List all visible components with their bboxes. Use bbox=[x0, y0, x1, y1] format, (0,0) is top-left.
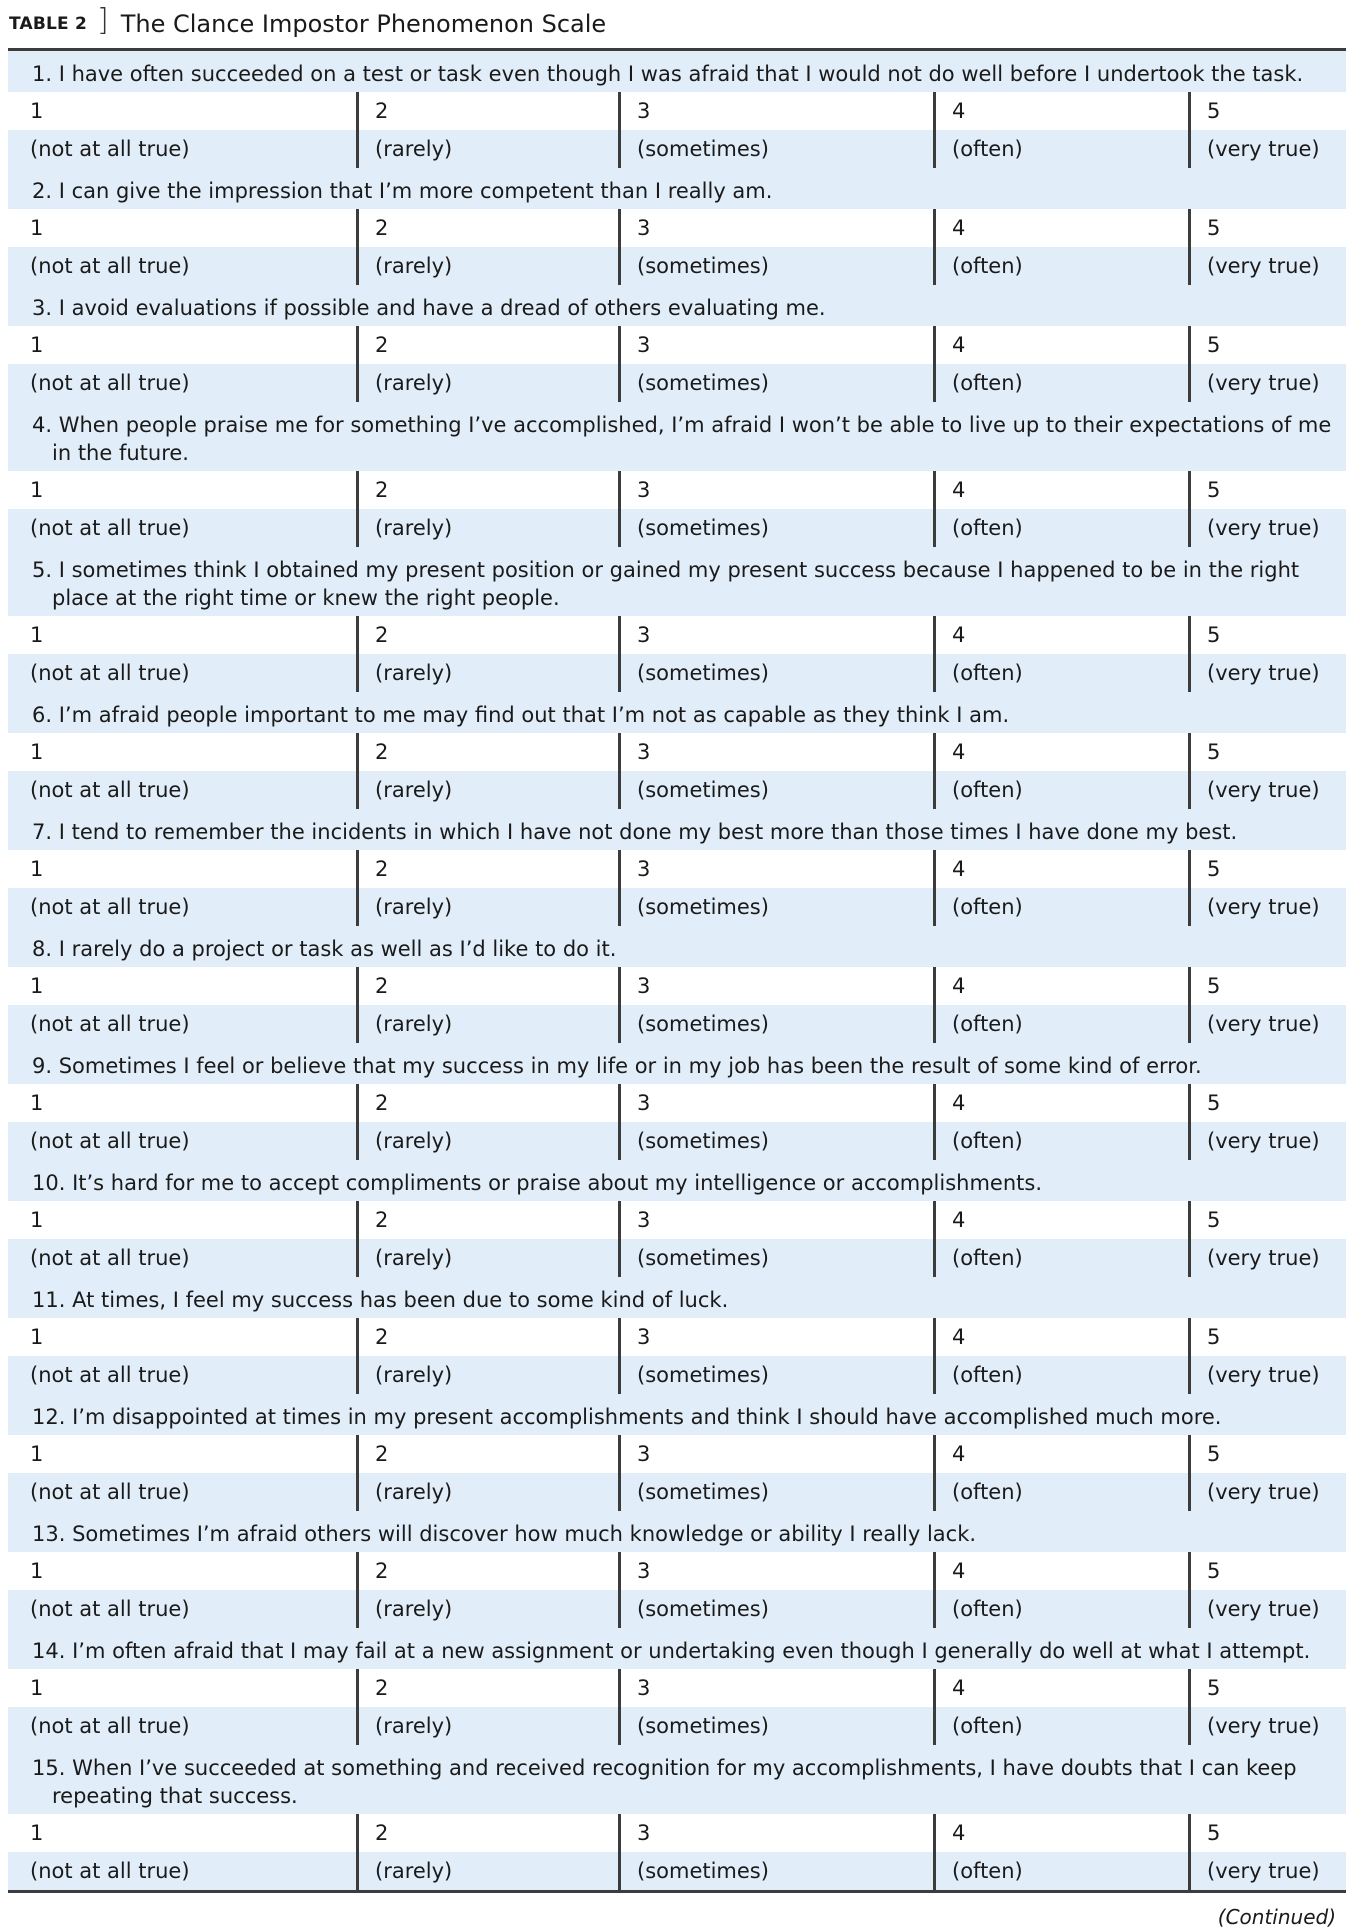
scale-number: 5 bbox=[1188, 1201, 1346, 1239]
scale-label-row bbox=[8, 1239, 1346, 1277]
scale-label-row bbox=[8, 247, 1346, 285]
scale-number: 4 bbox=[933, 92, 1188, 130]
scale-number: 3 bbox=[618, 1318, 933, 1356]
scale-label: (very true) bbox=[1188, 888, 1346, 926]
scale-label: (often) bbox=[933, 888, 1188, 926]
scale-number: 2 bbox=[356, 1084, 618, 1122]
scale-number-row bbox=[8, 850, 1346, 888]
scale-number: 2 bbox=[356, 1435, 618, 1473]
scale-label: (rarely) bbox=[356, 364, 618, 402]
scale-number: 4 bbox=[933, 1552, 1188, 1590]
scale-label: (sometimes) bbox=[618, 1005, 933, 1043]
scale-label: (often) bbox=[933, 364, 1188, 402]
question-text: 5. I sometimes think I obtained my present position or gained my present success because I happened to be in the right place at the right time or knew the right people. bbox=[8, 547, 1346, 616]
scale-label: (often) bbox=[933, 1356, 1188, 1394]
scale-number: 2 bbox=[356, 1201, 618, 1239]
scale-number: 4 bbox=[933, 1814, 1188, 1852]
scale-label: (sometimes) bbox=[618, 1852, 933, 1890]
scale-number: 4 bbox=[933, 209, 1188, 247]
scale-number-row bbox=[8, 1318, 1346, 1356]
scale-item-11 bbox=[8, 1277, 1346, 1394]
scale-number: 2 bbox=[356, 1552, 618, 1590]
scale-number: 3 bbox=[618, 967, 933, 1005]
scale-number: 5 bbox=[1188, 471, 1346, 509]
scale-number: 5 bbox=[1188, 209, 1346, 247]
scale-number: 4 bbox=[933, 850, 1188, 888]
scale-label: (often) bbox=[933, 1239, 1188, 1277]
scale-number: 2 bbox=[356, 326, 618, 364]
scale-label: (often) bbox=[933, 1473, 1188, 1511]
scale-label: (often) bbox=[933, 771, 1188, 809]
scale-label: (not at all true) bbox=[30, 1597, 190, 1621]
scale-label: (very true) bbox=[1188, 1122, 1346, 1160]
question-text: 7. I tend to remember the incidents in which I have not done my best more than those times I have done my best. bbox=[8, 809, 1346, 850]
scale-label: (sometimes) bbox=[618, 771, 933, 809]
scale-number: 5 bbox=[1188, 850, 1346, 888]
scale-number: 4 bbox=[933, 1201, 1188, 1239]
scale-number: 1 bbox=[30, 1442, 44, 1466]
scale-number: 4 bbox=[933, 326, 1188, 364]
scale-number-row bbox=[8, 1552, 1346, 1590]
question-text: 9. Sometimes I feel or believe that my success in my life or in my job has been the result of some kind of error. bbox=[8, 1043, 1346, 1084]
scale-item-7 bbox=[8, 809, 1346, 926]
scale-number: 2 bbox=[356, 1318, 618, 1356]
scale-number: 3 bbox=[618, 850, 933, 888]
scale-number: 1 bbox=[30, 1208, 44, 1232]
scale-label-row bbox=[8, 130, 1346, 168]
scale-label: (very true) bbox=[1188, 1356, 1346, 1394]
scale-number-row bbox=[8, 1669, 1346, 1707]
scale-number: 3 bbox=[618, 1552, 933, 1590]
scale-label: (rarely) bbox=[356, 888, 618, 926]
scale-label: (very true) bbox=[1188, 1239, 1346, 1277]
scale-item-1 bbox=[8, 51, 1346, 168]
caption-bracket: ] bbox=[96, 3, 109, 38]
question-text: 8. I rarely do a project or task as well as I’d like to do it. bbox=[8, 926, 1346, 967]
scale-label: (often) bbox=[933, 130, 1188, 168]
scale-label: (often) bbox=[933, 1590, 1188, 1628]
scale-item-10 bbox=[8, 1160, 1346, 1277]
scale-item-15 bbox=[8, 1745, 1346, 1890]
scale-number: 1 bbox=[30, 333, 44, 357]
scale-number: 3 bbox=[618, 1201, 933, 1239]
scale-label: (rarely) bbox=[356, 1473, 618, 1511]
scale-label: (not at all true) bbox=[30, 254, 190, 278]
scale-label-row bbox=[8, 771, 1346, 809]
scale-label: (often) bbox=[933, 1707, 1188, 1745]
question-text: 3. I avoid evaluations if possible and have a dread of others evaluating me. bbox=[8, 285, 1346, 326]
scale-number: 2 bbox=[356, 733, 618, 771]
scale-label: (very true) bbox=[1188, 364, 1346, 402]
scale-number-row bbox=[8, 209, 1346, 247]
scale-label-row bbox=[8, 1707, 1346, 1745]
scale-label-row bbox=[8, 1852, 1346, 1890]
scale-item-6 bbox=[8, 692, 1346, 809]
scale-label: (sometimes) bbox=[618, 1239, 933, 1277]
scale-label-row bbox=[8, 888, 1346, 926]
scale-label: (rarely) bbox=[356, 1122, 618, 1160]
scale-number: 4 bbox=[933, 733, 1188, 771]
scale-label: (sometimes) bbox=[618, 888, 933, 926]
scale-number: 3 bbox=[618, 1084, 933, 1122]
scale-label: (rarely) bbox=[356, 1005, 618, 1043]
scale-number: 5 bbox=[1188, 967, 1346, 1005]
scale-label: (rarely) bbox=[356, 247, 618, 285]
scale-label: (rarely) bbox=[356, 1356, 618, 1394]
scale-number: 1 bbox=[30, 857, 44, 881]
scale-number-row bbox=[8, 326, 1346, 364]
table-caption bbox=[8, 0, 1346, 48]
scale-label: (rarely) bbox=[356, 1852, 618, 1890]
scale-label-row bbox=[8, 364, 1346, 402]
scale-label-row bbox=[8, 509, 1346, 547]
scale-item-8 bbox=[8, 926, 1346, 1043]
scale-number: 2 bbox=[356, 967, 618, 1005]
scale-number: 1 bbox=[30, 1559, 44, 1583]
document-page bbox=[8, 0, 1346, 1929]
question-text: 4. When people praise me for something I’ve accomplished, I’m afraid I won’t be able to live up to their expectations of me in the future. bbox=[8, 402, 1346, 471]
scale-label: (not at all true) bbox=[30, 895, 190, 919]
scale-label: (rarely) bbox=[356, 509, 618, 547]
scale-label: (very true) bbox=[1188, 130, 1346, 168]
scale-number: 2 bbox=[356, 92, 618, 130]
scale-label: (not at all true) bbox=[30, 1012, 190, 1036]
scale-number-row bbox=[8, 733, 1346, 771]
continued-note: (Continued) bbox=[1217, 1905, 1336, 1929]
scale-item-13 bbox=[8, 1511, 1346, 1628]
question-text: 10. It’s hard for me to accept compliments or praise about my intelligence or accomplishments. bbox=[8, 1160, 1346, 1201]
scale-number: 5 bbox=[1188, 616, 1346, 654]
scale-item-4 bbox=[8, 402, 1346, 547]
scale-label: (not at all true) bbox=[30, 1859, 190, 1883]
scale-number: 3 bbox=[618, 616, 933, 654]
scale-number: 3 bbox=[618, 733, 933, 771]
scale-number: 1 bbox=[30, 740, 44, 764]
scale-number: 3 bbox=[618, 1814, 933, 1852]
scale-label: (very true) bbox=[1188, 1707, 1346, 1745]
impostor-scale-table bbox=[8, 48, 1346, 1893]
scale-number-row bbox=[8, 92, 1346, 130]
scale-label: (very true) bbox=[1188, 1473, 1346, 1511]
scale-label: (sometimes) bbox=[618, 1590, 933, 1628]
question-text: 12. I’m disappointed at times in my present accomplishments and think I should have accomplished much more. bbox=[8, 1394, 1346, 1435]
scale-number: 1 bbox=[30, 216, 44, 240]
scale-label-row bbox=[8, 1590, 1346, 1628]
question-text: 13. Sometimes I’m afraid others will discover how much knowledge or ability I really lack. bbox=[8, 1511, 1346, 1552]
scale-label: (rarely) bbox=[356, 654, 618, 692]
table-label: TABLE 2 bbox=[9, 14, 87, 34]
scale-label: (not at all true) bbox=[30, 661, 190, 685]
question-text: 14. I’m often afraid that I may fail at a new assignment or undertaking even though I generally do well at what I attempt. bbox=[8, 1628, 1346, 1669]
scale-number: 5 bbox=[1188, 1435, 1346, 1473]
scale-label: (not at all true) bbox=[30, 516, 190, 540]
scale-number: 1 bbox=[30, 99, 44, 123]
scale-label: (very true) bbox=[1188, 654, 1346, 692]
scale-number-row bbox=[8, 967, 1346, 1005]
scale-label-row bbox=[8, 654, 1346, 692]
scale-label: (sometimes) bbox=[618, 1707, 933, 1745]
scale-number: 3 bbox=[618, 209, 933, 247]
scale-label: (not at all true) bbox=[30, 1246, 190, 1270]
scale-number: 1 bbox=[30, 1325, 44, 1349]
scale-label: (not at all true) bbox=[30, 1714, 190, 1738]
scale-label: (often) bbox=[933, 247, 1188, 285]
scale-number: 4 bbox=[933, 1318, 1188, 1356]
scale-label: (very true) bbox=[1188, 509, 1346, 547]
question-text: 6. I’m afraid people important to me may find out that I’m not as capable as they think I am. bbox=[8, 692, 1346, 733]
question-text: 15. When I’ve succeeded at something and received recognition for my accomplishments, I have doubts that I can keep repeating that success. bbox=[8, 1745, 1346, 1814]
scale-label: (sometimes) bbox=[618, 509, 933, 547]
scale-item-3 bbox=[8, 285, 1346, 402]
scale-number: 1 bbox=[30, 478, 44, 502]
scale-label: (rarely) bbox=[356, 130, 618, 168]
scale-label: (rarely) bbox=[356, 1590, 618, 1628]
scale-label: (not at all true) bbox=[30, 1363, 190, 1387]
scale-number: 2 bbox=[356, 1669, 618, 1707]
scale-label: (very true) bbox=[1188, 771, 1346, 809]
question-text: 1. I have often succeeded on a test or task even though I was afraid that I would not do well before I undertook the task. bbox=[8, 51, 1346, 92]
scale-number: 3 bbox=[618, 92, 933, 130]
scale-label: (not at all true) bbox=[30, 778, 190, 802]
scale-label-row bbox=[8, 1122, 1346, 1160]
scale-label: (not at all true) bbox=[30, 1480, 190, 1504]
scale-label-row bbox=[8, 1005, 1346, 1043]
scale-number: 4 bbox=[933, 1084, 1188, 1122]
scale-item-9 bbox=[8, 1043, 1346, 1160]
scale-number: 5 bbox=[1188, 1814, 1346, 1852]
scale-number: 4 bbox=[933, 471, 1188, 509]
scale-label: (sometimes) bbox=[618, 364, 933, 402]
scale-label: (sometimes) bbox=[618, 247, 933, 285]
scale-label-row bbox=[8, 1473, 1346, 1511]
scale-number: 4 bbox=[933, 1435, 1188, 1473]
scale-number-row bbox=[8, 471, 1346, 509]
scale-label: (very true) bbox=[1188, 1852, 1346, 1890]
scale-number: 5 bbox=[1188, 1318, 1346, 1356]
scale-label: (sometimes) bbox=[618, 1356, 933, 1394]
scale-label: (often) bbox=[933, 509, 1188, 547]
scale-label: (not at all true) bbox=[30, 137, 190, 161]
scale-item-14 bbox=[8, 1628, 1346, 1745]
scale-number-row bbox=[8, 616, 1346, 654]
scale-number: 5 bbox=[1188, 733, 1346, 771]
scale-number: 2 bbox=[356, 1814, 618, 1852]
scale-label: (rarely) bbox=[356, 1239, 618, 1277]
scale-number: 4 bbox=[933, 1669, 1188, 1707]
scale-item-5 bbox=[8, 547, 1346, 692]
scale-label: (sometimes) bbox=[618, 1473, 933, 1511]
scale-number: 2 bbox=[356, 616, 618, 654]
scale-label: (often) bbox=[933, 1852, 1188, 1890]
scale-label-row bbox=[8, 1356, 1346, 1394]
scale-number: 3 bbox=[618, 471, 933, 509]
scale-number: 1 bbox=[30, 1676, 44, 1700]
scale-number: 4 bbox=[933, 616, 1188, 654]
scale-label: (sometimes) bbox=[618, 1122, 933, 1160]
scale-number-row bbox=[8, 1814, 1346, 1852]
scale-number: 5 bbox=[1188, 1084, 1346, 1122]
scale-number-row bbox=[8, 1201, 1346, 1239]
scale-number: 3 bbox=[618, 1669, 933, 1707]
scale-number: 1 bbox=[30, 623, 44, 647]
scale-label: (often) bbox=[933, 1122, 1188, 1160]
scale-number: 2 bbox=[356, 850, 618, 888]
scale-number: 2 bbox=[356, 209, 618, 247]
scale-number: 5 bbox=[1188, 1669, 1346, 1707]
scale-label: (rarely) bbox=[356, 771, 618, 809]
scale-label: (not at all true) bbox=[30, 371, 190, 395]
table-title: The Clance Impostor Phenomenon Scale bbox=[120, 10, 607, 38]
scale-label: (often) bbox=[933, 654, 1188, 692]
scale-number: 5 bbox=[1188, 92, 1346, 130]
scale-number-row bbox=[8, 1084, 1346, 1122]
scale-number: 4 bbox=[933, 967, 1188, 1005]
question-text: 2. I can give the impression that I’m more competent than I really am. bbox=[8, 168, 1346, 209]
scale-number: 1 bbox=[30, 1821, 44, 1845]
scale-label: (sometimes) bbox=[618, 654, 933, 692]
scale-label: (not at all true) bbox=[30, 1129, 190, 1153]
scale-item-12 bbox=[8, 1394, 1346, 1511]
scale-item-2 bbox=[8, 168, 1346, 285]
scale-number: 1 bbox=[30, 974, 44, 998]
scale-label: (often) bbox=[933, 1005, 1188, 1043]
question-text: 11. At times, I feel my success has been due to some kind of luck. bbox=[8, 1277, 1346, 1318]
scale-label: (very true) bbox=[1188, 1005, 1346, 1043]
scale-number: 1 bbox=[30, 1091, 44, 1115]
scale-number: 3 bbox=[618, 1435, 933, 1473]
scale-label: (rarely) bbox=[356, 1707, 618, 1745]
scale-number: 5 bbox=[1188, 326, 1346, 364]
scale-number: 2 bbox=[356, 471, 618, 509]
scale-number-row bbox=[8, 1435, 1346, 1473]
scale-number: 5 bbox=[1188, 1552, 1346, 1590]
scale-label: (sometimes) bbox=[618, 130, 933, 168]
scale-number: 3 bbox=[618, 326, 933, 364]
scale-label: (very true) bbox=[1188, 247, 1346, 285]
scale-label: (very true) bbox=[1188, 1590, 1346, 1628]
